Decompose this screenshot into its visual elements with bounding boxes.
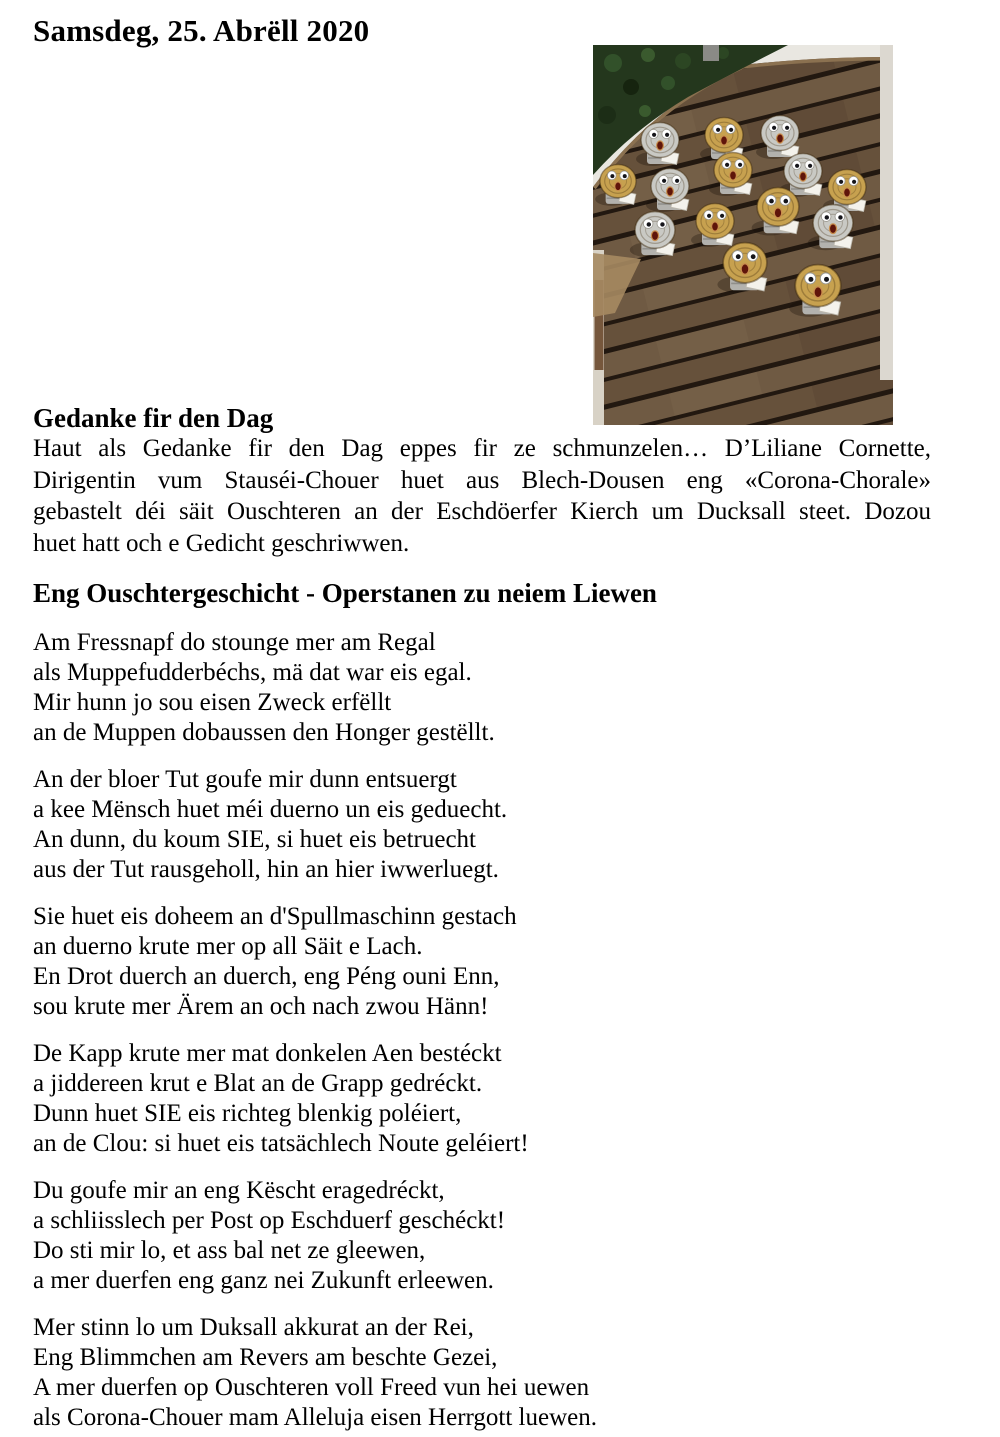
poem-line: De Kapp krute mer mat donkelen Aen bestéckt <box>33 1040 502 1067</box>
poem-line: an de Muppen dobaussen den Honger gestëllt. <box>33 719 495 746</box>
poem-heading: Eng Ouschtergeschicht - Operstanen zu neiem Liewen <box>33 578 657 608</box>
section-gedanke <box>33 403 931 559</box>
poem-stanza-3 <box>33 902 931 1022</box>
poem-stanza-2 <box>33 765 931 885</box>
poem-line: En Drot duerch an duerch, eng Péng ouni Enn, <box>33 963 500 990</box>
paragraph-line: Dirigentin vum Stauséi-Chouer huet aus Blech-Dousen eng «Corona-Chorale» <box>33 466 931 494</box>
poem-line: sou krute mer Ärem an och nach zwou Hänn! <box>33 993 489 1020</box>
paragraph-line: gebastelt déi säit Ouschteren an der Eschdöerfer Kierch um Ducksall steet. Dozou <box>33 498 931 525</box>
paragraph-line: Haut als Gedanke fir den Dag eppes fir ze schmunzelen… D’Liliane Cornette, <box>33 435 931 462</box>
poem-line: a jiddereen krut e Blat an de Grapp gedréckt. <box>33 1070 483 1097</box>
poem-stanza-6 <box>33 1313 931 1433</box>
document-body <box>33 403 931 1433</box>
right-light-strip <box>880 45 893 380</box>
page-title: Samsdeg, 25. Abrëll 2020 <box>33 13 370 48</box>
gray-post <box>703 45 719 61</box>
tin-can-choir-illustration <box>593 45 893 425</box>
poem-line: Du goufe mir an eng Këscht eragedréckt, <box>33 1177 445 1204</box>
poem-line: a schliisslech per Post op Eschduerf geschéckt! <box>33 1207 506 1234</box>
poem-line: a kee Mënsch huet méi duerno un eis geduecht. <box>33 796 508 823</box>
poem-stanza-4 <box>33 1039 931 1159</box>
poem-line: Sie huet eis doheem an d'Spullmaschinn gestach <box>33 903 517 930</box>
section-poem <box>33 578 931 1433</box>
poem-line: Dunn huet SIE eis richteg blenkig poléiert, <box>33 1100 462 1127</box>
poem-line: Mir hunn jo sou eisen Zweck erfëllt <box>33 689 392 716</box>
poem-line: A mer duerfen op Ouschteren voll Freed vun hei uewen <box>33 1374 590 1401</box>
gedanke-heading: Gedanke fir den Dag <box>33 403 274 433</box>
poem-line: Mer stinn lo um Duksall akkurat an der Rei, <box>33 1314 474 1341</box>
poem-line: Am Fressnapf do stounge mer am Regal <box>33 629 436 656</box>
poem-stanza-1 <box>33 628 931 748</box>
poem-line: an duerno krute mer op all Säit e Lach. <box>33 933 423 960</box>
poem-line: als Corona-Chouer mam Alleluja eisen Herrgott luewen. <box>33 1404 597 1431</box>
gedanke-paragraph <box>33 433 931 559</box>
poem-line: Do sti mir lo, et ass bal net ze gleewen, <box>33 1237 426 1264</box>
poem-line: An der bloer Tut goufe mir dunn entsuergt <box>33 766 457 793</box>
poem-line: Eng Blimmchen am Revers am beschte Gezei, <box>33 1344 498 1371</box>
poem-line: An dunn, du koum SIE, si huet eis betruecht <box>33 826 476 853</box>
paragraph-line: huet hatt och e Gedicht geschriwwen. <box>33 529 410 557</box>
poem-line: a mer duerfen eng ganz nei Zukunft erleewen. <box>33 1267 494 1294</box>
tin-can-choir-photo <box>593 45 893 425</box>
poem-line: als Muppefudderbéchs, mä dat war eis egal. <box>33 659 472 686</box>
poem-stanza-5 <box>33 1176 931 1296</box>
poem-line: aus der Tut rausgeholl, hin an hier iwwerluegt. <box>33 856 499 883</box>
poem-line: an de Clou: si huet eis tatsächlech Noute geléiert! <box>33 1130 529 1157</box>
